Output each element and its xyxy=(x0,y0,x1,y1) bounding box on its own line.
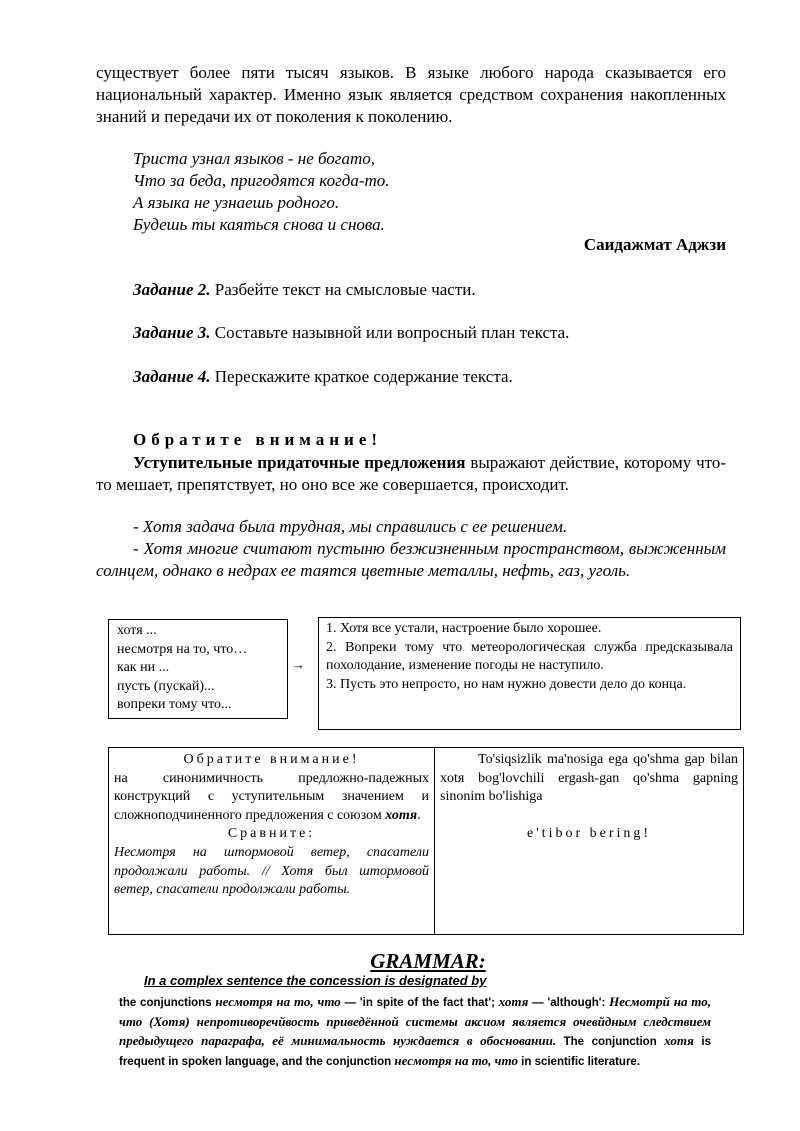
intro-paragraph: существует более пяти тысяч языков. В языке любого народа сказывается его национальный характер. Именно язык является средством сохранения накопленных знаний и передачи их от поколения к поколению. xyxy=(96,63,726,126)
task-4 xyxy=(133,367,513,387)
note-ru-example: Несмотря на штормовой ветер, спасатели продолжали работы. // Хотя был штормовой ветер, спасатели продолжали работы. xyxy=(114,844,429,898)
rule-term: Уступительные придаточные предложения xyxy=(133,453,466,472)
note-ru-conjunction: хотя xyxy=(385,807,418,823)
grammar-russian: хотя xyxy=(498,994,529,1009)
task-3 xyxy=(133,323,569,343)
grammar-russian: хотя xyxy=(664,1033,694,1048)
poem-line: Триста узнал языков - не богато, xyxy=(133,149,375,168)
note-ru-text-end: . xyxy=(417,807,421,823)
grammar-russian: Несмотрй на то, что (Хотя) непротиворечйвость приведённой системы аксиом является очевйдным следствием предыдущего параграфа, её минимальность нуждается в обосновании. xyxy=(119,994,711,1048)
grammar-russian: несмотря на то, что xyxy=(394,1052,518,1068)
task-label: Задание 4. xyxy=(133,367,211,386)
note-uz-cell xyxy=(435,748,743,934)
grammar-title: GRAMMAR: xyxy=(370,949,486,973)
task-label: Задание 2. xyxy=(133,280,211,299)
task-text: Составьте назывной или вопросный план текста. xyxy=(210,323,570,342)
conjunction-item: несмотря на то, что… xyxy=(117,641,248,657)
example-sentence-1: - Хотя задача была трудная, мы справились с ее решением. xyxy=(133,517,568,536)
poem-author: Саидажмат Аджзи xyxy=(583,235,726,254)
note-ru-cell xyxy=(109,748,435,934)
example-item: 3. Пусть это непросто, но нам нужно довести дело до конца. xyxy=(326,676,687,692)
poem xyxy=(133,148,390,236)
notes-table xyxy=(108,747,744,935)
example-sentence-2: - Хотя многие считают пустыню безжизненным пространством, выжженным солнцем, однако в недрах ее таятся цветные металлы, нефть, газ, уголь. xyxy=(96,539,726,580)
note-uz-attention: e'tibor bering! xyxy=(526,825,652,841)
note-ru-text xyxy=(114,770,429,826)
example-item: 2. Вопреки тому что метеорологическая служба предсказывала похолодание, изменение погоды не наступило. xyxy=(326,639,733,673)
example-item: 1. Хотя все устали, настроение было хорошее. xyxy=(326,621,602,636)
arrow-right-icon: → xyxy=(292,657,305,672)
conjunction-item: как ни ... xyxy=(117,660,170,675)
grammar-text: — 'although': xyxy=(528,997,610,1009)
grammar-text: the conjunctions xyxy=(119,997,216,1009)
conjunctions-box xyxy=(108,619,288,719)
attention-heading: Обратите внимание! xyxy=(133,430,383,449)
conjunction-item: вопреки тому что... xyxy=(117,697,232,712)
grammar-subtitle: In a complex sentence the concession is designated by xyxy=(144,973,487,988)
rule-definition: выражают действие, которому что-то мешает, препятствует, но оно все же совершается, происходит. xyxy=(96,453,726,494)
task-label: Задание 3. xyxy=(133,323,211,342)
note-uz-text: To'siqsizlik ma'nosiga ega qo'shma gap bilan xotя bog'lovchili ergash-gan qo'shma gapning sinonim bo'lishiga xyxy=(440,752,738,805)
task-text: Разбейте текст на смысловые части. xyxy=(210,280,476,299)
grammar-russian: несмотря на то, что xyxy=(215,994,341,1009)
grammar-text: is frequent in spoken language, and the conjunction xyxy=(119,1036,711,1068)
grammar-body xyxy=(119,993,711,1071)
note-ru-compare: Сравните: xyxy=(227,826,316,842)
task-2 xyxy=(133,280,476,300)
note-ru-text-part: на синонимичность предложно-падежных конструкций с уступительным значением и сложноподчиненного предложения с союзом xyxy=(114,770,429,823)
poem-line: Будешь ты каяться снова и снова. xyxy=(133,215,385,234)
poem-line: Что за беда, пригодятся когда-то. xyxy=(133,171,390,190)
rule-paragraph xyxy=(96,452,726,496)
poem-line: А языка не узнаешь родного. xyxy=(133,193,340,212)
task-text: Перескажите краткое содержание текста. xyxy=(210,367,513,386)
grammar-text: in scientific literature. xyxy=(517,1055,641,1068)
grammar-text: The conjunction xyxy=(556,1036,665,1048)
note-ru-title: Обратите внимание! xyxy=(183,752,360,767)
conjunction-item: хотя ... xyxy=(117,623,157,638)
examples-box xyxy=(318,617,741,730)
grammar-text: — 'in spite of the fact that'; xyxy=(340,997,499,1009)
conjunction-item: пусть (пускай)... xyxy=(117,678,215,694)
